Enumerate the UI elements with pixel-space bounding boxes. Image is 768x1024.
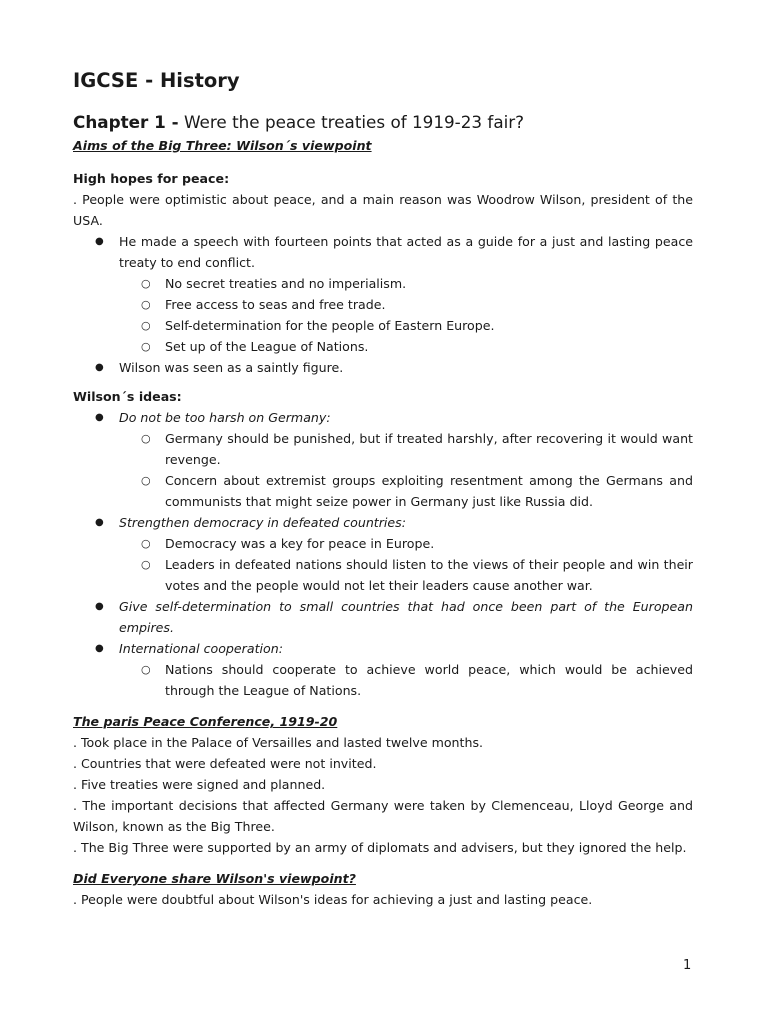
paragraph-line: . Five treaties were signed and planned. bbox=[73, 777, 326, 792]
sub-list-item: ○ No secret treaties and no imperialism. bbox=[119, 273, 693, 294]
sub-list-item: ○ Leaders in defeated nations should listen to the views of their people and win their votes and the people would not let their leaders cause another war. bbox=[119, 554, 693, 596]
section-heading-viewpoint: Did Everyone share Wilson's viewpoint? bbox=[73, 871, 356, 886]
subheading-high-hopes: High hopes for peace: bbox=[73, 171, 230, 186]
sub-list bbox=[119, 659, 693, 701]
chapter-label: Chapter 1 - bbox=[73, 112, 179, 132]
page-number: 1 bbox=[683, 958, 692, 973]
subheading-wilsons-ideas: Wilson´s ideas: bbox=[73, 389, 182, 404]
list-item bbox=[73, 231, 693, 357]
section-heading-aims: Aims of the Big Three: Wilson´s viewpoint bbox=[73, 138, 372, 153]
paragraph-line: . People were doubtful about Wilson's ideas for achieving a just and lasting peace. bbox=[73, 892, 593, 907]
sub-list-item: ○ Germany should be punished, but if treated harshly, after recovering it would want revenge. bbox=[119, 428, 693, 470]
list-item bbox=[73, 512, 693, 596]
paragraph-line: . The Big Three were supported by an army of diplomats and advisers, but they ignored the help. bbox=[73, 840, 687, 855]
list-item: ● Give self-determination to small countries that had once been part of the European empires. bbox=[73, 596, 693, 638]
sub-list-item: ○ Set up of the League of Nations. bbox=[119, 336, 693, 357]
document-page bbox=[73, 66, 693, 910]
document-title: IGCSE - History bbox=[73, 69, 240, 92]
list-item: ● Wilson was seen as a saintly figure. bbox=[73, 357, 693, 378]
bullet-list-ideas bbox=[73, 407, 693, 701]
sub-list-item: ○ Free access to seas and free trade. bbox=[119, 294, 693, 315]
chapter-title: Were the peace treaties of 1919-23 fair? bbox=[183, 112, 525, 132]
list-item bbox=[73, 638, 693, 701]
sub-list-item: ○ Democracy was a key for peace in Europe. bbox=[119, 533, 693, 554]
sub-list-item: ○ Nations should cooperate to achieve world peace, which would be achieved through the League of Nations. bbox=[119, 659, 693, 701]
list-item-text: Do not be too harsh on Germany: bbox=[119, 410, 331, 425]
list-item bbox=[73, 407, 693, 512]
paragraph-line: . Took place in the Palace of Versailles and lasted twelve months. bbox=[73, 735, 484, 750]
sub-list bbox=[119, 428, 693, 512]
section-heading-paris-conference: The paris Peace Conference, 1919-20 bbox=[73, 714, 338, 729]
sub-list-fourteen-points bbox=[119, 273, 693, 357]
sub-list bbox=[119, 533, 693, 596]
list-item-text: Strengthen democracy in defeated countries: bbox=[119, 515, 406, 530]
sub-list-item: ○ Self-determination for the people of Eastern Europe. bbox=[119, 315, 693, 336]
list-item-text: International cooperation: bbox=[119, 641, 283, 656]
bullet-list-hopes bbox=[73, 231, 693, 378]
paragraph-optimism: . People were optimistic about peace, and a main reason was Woodrow Wilson, president of the USA. bbox=[73, 192, 693, 228]
chapter-heading bbox=[73, 110, 693, 135]
paragraph-line: . Countries that were defeated were not invited. bbox=[73, 756, 377, 771]
list-item-text: He made a speech with fourteen points that acted as a guide for a just and lasting peace treaty to end conflict. bbox=[119, 234, 693, 270]
sub-list-item: ○ Concern about extremist groups exploiting resentment among the Germans and communists that might seize power in Germany just like Russia did. bbox=[119, 470, 693, 512]
paragraph-line: . The important decisions that affected Germany were taken by Clemenceau, Lloyd George and Wilson, known as the Big Three. bbox=[73, 798, 693, 834]
